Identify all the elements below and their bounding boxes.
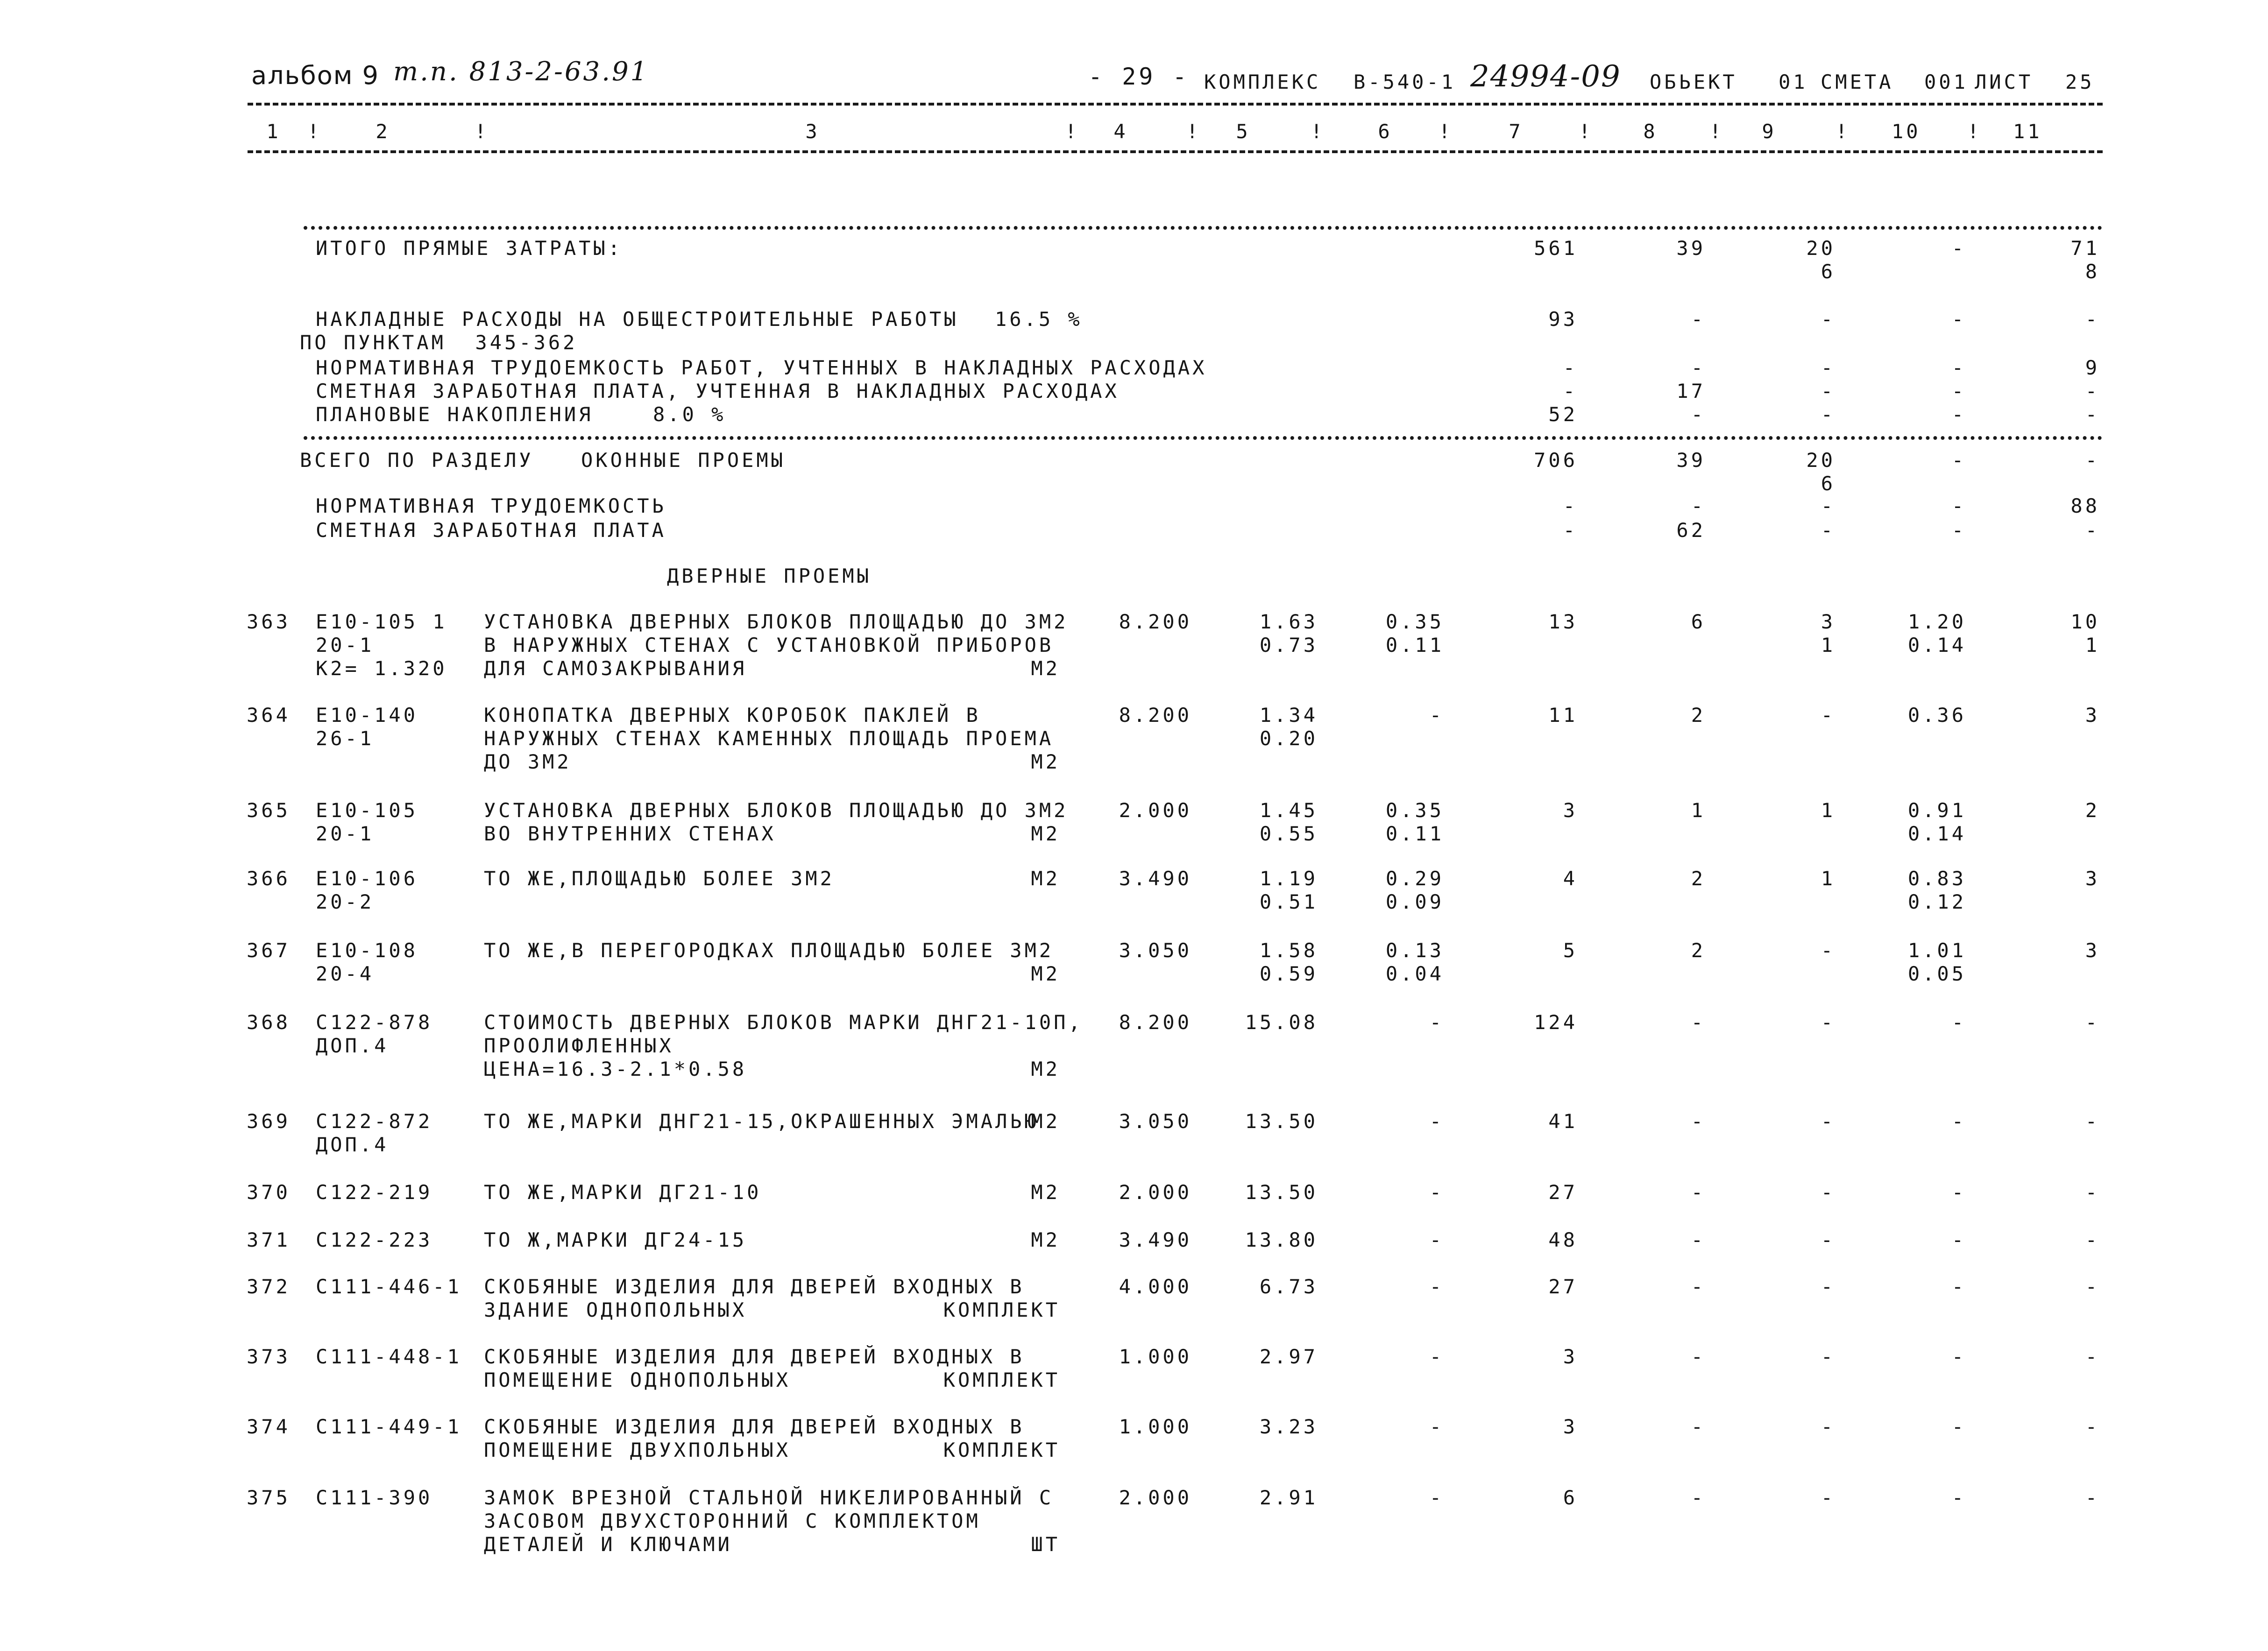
total-direct-label: ИТОГО ПРЯМЫЕ ЗАТРАТЫ: xyxy=(316,237,623,260)
column-separator: ! xyxy=(475,120,489,143)
machine-cost: - xyxy=(1429,1415,1444,1438)
wage-cost: - xyxy=(1691,1486,1706,1509)
column-number: 10 xyxy=(1892,120,1921,143)
quantity: 1.000 xyxy=(1119,1415,1192,1438)
quantity: 2.000 xyxy=(1119,799,1192,822)
wage-cost: - xyxy=(1691,1275,1706,1298)
unit-of-measure: М2 xyxy=(1031,1058,1060,1080)
object-label: ОБЬЕКТ xyxy=(1650,71,1737,93)
summary-cell-c10: - xyxy=(1951,380,1966,402)
total-cost: 5 xyxy=(1563,939,1578,962)
labor-unit: - xyxy=(1951,1110,1966,1133)
work-description: УСТАНОВКА ДВЕРНЫХ БЛОКОВ ПЛОЩАДЬЮ ДО 3М2 xyxy=(484,799,1069,822)
quantity: 3.490 xyxy=(1119,1228,1192,1251)
machine-total: - xyxy=(1821,704,1836,727)
page-number: - 29 - xyxy=(1088,63,1190,90)
summary-cell-c9: - xyxy=(1821,380,1836,402)
complex-code: В-540-1 xyxy=(1354,71,1456,93)
summary-cell-c10: - xyxy=(1951,494,1966,517)
work-description: ПОМЕЩЕНИЕ ОДНОПОЛЬНЫХ xyxy=(484,1369,791,1391)
total-cost: 48 xyxy=(1548,1228,1578,1251)
norm-code: 26-1 xyxy=(316,727,375,750)
quantity: 8.200 xyxy=(1119,1011,1192,1034)
summary-cell-c11: 88 xyxy=(2070,494,2100,517)
norm-code: К2= 1.320 xyxy=(316,657,447,680)
labor-unit: - xyxy=(1951,1011,1966,1034)
overhead-percent: 16.5 % xyxy=(995,308,1083,331)
row-number: 373 xyxy=(247,1345,291,1368)
summary-cell-c7: - xyxy=(1563,380,1578,402)
unit-of-measure: М2 xyxy=(1031,657,1060,680)
summary-cell-c10: - xyxy=(1951,519,1966,542)
wage-cost: - xyxy=(1691,1228,1706,1251)
unit-cost: 0.73 xyxy=(1259,634,1318,656)
norm-code: С122-872 xyxy=(316,1110,433,1133)
machine-cost: - xyxy=(1429,1228,1444,1251)
work-description: ПРООЛИФЛЕННЫХ xyxy=(484,1034,674,1057)
labor-unit: 1.01 xyxy=(1907,939,1966,962)
norm-code: Е10-105 1 xyxy=(316,610,447,633)
header-rule-bottom xyxy=(248,150,2103,153)
labor-total: - xyxy=(2085,1228,2100,1251)
unit-of-measure: М2 xyxy=(1031,822,1060,845)
quantity: 4.000 xyxy=(1119,1275,1192,1298)
summary-cell-c11: 71 xyxy=(2070,237,2100,260)
column-number: 11 xyxy=(2013,120,2042,143)
unit-cost: 2.97 xyxy=(1259,1345,1318,1368)
section-total-name: ОКОННЫЕ ПРОЕМЫ xyxy=(581,449,786,472)
work-description: ТО ЖЕ,ПЛОЩАДЬЮ БОЛЕЕ 3М2 xyxy=(484,867,835,890)
row-number: 372 xyxy=(247,1275,291,1298)
column-separator: ! xyxy=(1709,120,1724,143)
summary-cell-c11: - xyxy=(2085,380,2100,402)
quantity: 1.000 xyxy=(1119,1345,1192,1368)
labor-total: - xyxy=(2085,1110,2100,1133)
wage-cost: - xyxy=(1691,1181,1706,1204)
summary-cell-c7: 561 xyxy=(1534,237,1578,260)
column-separator: ! xyxy=(1579,120,1594,143)
wage-cost: 2 xyxy=(1691,704,1706,727)
machine-total: - xyxy=(1821,1345,1836,1368)
labor-unit: 0.91 xyxy=(1907,799,1966,822)
summary-cell-c7: - xyxy=(1563,356,1578,379)
total-cost: 3 xyxy=(1563,799,1578,822)
labor-unit: - xyxy=(1951,1181,1966,1204)
work-description: ТО ЖЕ,МАРКИ ДГ21-10 xyxy=(484,1181,762,1204)
labor-unit: - xyxy=(1951,1228,1966,1251)
total-cost: 6 xyxy=(1563,1486,1578,1509)
summary-cell-c10: - xyxy=(1951,449,1966,472)
labor-total: 10 xyxy=(2070,610,2100,633)
unit-cost: 1.34 xyxy=(1259,704,1318,727)
summary-cell-c7: - xyxy=(1563,494,1578,517)
norm-code: С111-390 xyxy=(316,1486,433,1509)
unit-cost: 13.80 xyxy=(1245,1228,1318,1251)
summary-cell-c7: 93 xyxy=(1548,308,1578,331)
labor-unit: 0.14 xyxy=(1907,822,1966,845)
summary-cell-c8: 39 xyxy=(1676,449,1706,472)
labor-unit: - xyxy=(1951,1486,1966,1509)
row-number: 366 xyxy=(247,867,291,890)
work-description: ТО ЖЕ,В ПЕРЕГОРОДКАХ ПЛОЩАДЬЮ БОЛЕЕ 3М2 xyxy=(484,939,1054,962)
smeta-label: СМЕТА xyxy=(1821,71,1894,93)
summary-cell-c11: 9 xyxy=(2085,356,2100,379)
unit-cost: 0.55 xyxy=(1259,822,1318,845)
work-description: ТО Ж,МАРКИ ДГ24-15 xyxy=(484,1228,747,1251)
work-description: ВО ВНУТРЕННИХ СТЕНАХ xyxy=(484,822,776,845)
norm-code: Е10-108 xyxy=(316,939,418,962)
labor-unit: - xyxy=(1951,1415,1966,1438)
summary-cell-c9: - xyxy=(1821,356,1836,379)
labor-total: - xyxy=(2085,1275,2100,1298)
tp-handwritten-number: т.п. 813-2-63.91 xyxy=(393,56,649,87)
machine-cost: 0.35 xyxy=(1385,610,1444,633)
total-cost: 4 xyxy=(1563,867,1578,890)
summary-cell-c8: 39 xyxy=(1676,237,1706,260)
machine-cost: 0.11 xyxy=(1385,634,1444,656)
norm-code: ДОП.4 xyxy=(316,1133,389,1156)
summary-cell-c8: - xyxy=(1691,356,1706,379)
work-description: КОНОПАТКА ДВЕРНЫХ КОРОБОК ПАКЛЕЙ В xyxy=(484,704,981,727)
wage-cost: 2 xyxy=(1691,867,1706,890)
column-number: 1 xyxy=(266,120,281,143)
summary-cell-c8: - xyxy=(1691,494,1706,517)
norm-code: 20-1 xyxy=(316,634,375,656)
norm-code: ДОП.4 xyxy=(316,1034,389,1057)
work-description: ПОМЕЩЕНИЕ ДВУХПОЛЬНЫХ xyxy=(484,1439,791,1461)
quantity: 2.000 xyxy=(1119,1486,1192,1509)
machine-total: 3 xyxy=(1821,610,1836,633)
planned-label: ПЛАНОВЫЕ НАКОПЛЕНИЯ xyxy=(316,403,594,426)
work-description: ДО 3М2 xyxy=(484,750,572,773)
labor-unit: 0.12 xyxy=(1907,890,1966,913)
unit-cost: 1.19 xyxy=(1259,867,1318,890)
unit-of-measure: М2 xyxy=(1031,1228,1060,1251)
norm-code: С122-223 xyxy=(316,1228,433,1251)
row-number: 367 xyxy=(247,939,291,962)
norm-code: Е10-105 xyxy=(316,799,418,822)
machine-total: - xyxy=(1821,1486,1836,1509)
column-separator: ! xyxy=(1439,120,1453,143)
machine-total: - xyxy=(1821,1415,1836,1438)
labor-total: 2 xyxy=(2085,799,2100,822)
summary-cell-c10: - xyxy=(1951,308,1966,331)
wage-cost: 1 xyxy=(1691,799,1706,822)
labor-unit: - xyxy=(1951,1345,1966,1368)
norm-code: Е10-106 xyxy=(316,867,418,890)
machine-total: 1 xyxy=(1821,867,1836,890)
overhead-label: НАКЛАДНЫЕ РАСХОДЫ НА ОБЩЕСТРОИТЕЛЬНЫЕ РАБОТЫ xyxy=(316,308,959,331)
summary-cell-c8: - xyxy=(1691,403,1706,426)
total-cost: 11 xyxy=(1548,704,1578,727)
header-rule-top xyxy=(248,103,2103,106)
machine-cost: 0.11 xyxy=(1385,822,1444,845)
labor-unit: 0.83 xyxy=(1907,867,1966,890)
labor-total: - xyxy=(2085,1415,2100,1438)
machine-cost: 0.04 xyxy=(1385,962,1444,985)
column-number: 2 xyxy=(376,120,390,143)
summary-cell-c11-second: 8 xyxy=(2085,260,2100,283)
row-number: 368 xyxy=(247,1011,291,1034)
row-number: 371 xyxy=(247,1228,291,1251)
work-description: ДЛЯ САМОЗАКРЫВАНИЯ xyxy=(484,657,747,680)
machine-cost: 0.29 xyxy=(1385,867,1444,890)
work-description: ТО ЖЕ,МАРКИ ДНГ21-15,ОКРАШЕННЫХ ЭМАЛЬЮ xyxy=(484,1110,1039,1133)
work-description: ЗДАНИЕ ОДНОПОЛЬНЫХ xyxy=(484,1298,747,1321)
labor-unit: 1.20 xyxy=(1907,610,1966,633)
work-description: ЗАСОВОМ ДВУХСТОРОННИЙ С КОМПЛЕКТОМ xyxy=(484,1510,981,1532)
norm-code: С111-446-1 xyxy=(316,1275,462,1298)
machine-cost: - xyxy=(1429,704,1444,727)
unit-cost: 0.20 xyxy=(1259,727,1318,750)
row-number: 375 xyxy=(247,1486,291,1509)
machine-total: 1 xyxy=(1821,634,1836,656)
planned-percent: 8.0 % xyxy=(653,403,726,426)
unit-of-measure: КОМПЛЕКТ xyxy=(943,1439,1060,1461)
unit-cost: 0.51 xyxy=(1259,890,1318,913)
total-cost: 3 xyxy=(1563,1345,1578,1368)
wage-cost: 2 xyxy=(1691,939,1706,962)
unit-of-measure: КОМПЛЕКТ xyxy=(943,1298,1060,1321)
row-number: 363 xyxy=(247,610,291,633)
labor-total: - xyxy=(2085,1345,2100,1368)
summary-cell-c10: - xyxy=(1951,403,1966,426)
unit-cost: 13.50 xyxy=(1245,1110,1318,1133)
machine-total: 1 xyxy=(1821,799,1836,822)
unit-cost: 15.08 xyxy=(1245,1011,1318,1034)
column-number: 8 xyxy=(1643,120,1658,143)
sheet-label: ЛИСТ xyxy=(1975,71,2034,93)
wage-cost: - xyxy=(1691,1345,1706,1368)
unit-cost: 13.50 xyxy=(1245,1181,1318,1204)
column-number: 4 xyxy=(1113,120,1128,143)
machine-cost: - xyxy=(1429,1345,1444,1368)
wage-cost: - xyxy=(1691,1011,1706,1034)
work-description: СКОБЯНЫЕ ИЗДЕЛИЯ ДЛЯ ДВЕРЕЙ ВХОДНЫХ В xyxy=(484,1415,1025,1438)
summary-cell-c11: - xyxy=(2085,308,2100,331)
work-description: СКОБЯНЫЕ ИЗДЕЛИЯ ДЛЯ ДВЕРЕЙ ВХОДНЫХ В xyxy=(484,1345,1025,1368)
row-number: 369 xyxy=(247,1110,291,1133)
labor-norm-label: НОРМАТИВНАЯ ТРУДОЕМКОСТЬ РАБОТ, УЧТЕННЫХ В НАКЛАДНЫХ РАСХОДАХ xyxy=(316,356,1207,379)
machine-cost: 0.35 xyxy=(1385,799,1444,822)
norm-code: Е10-140 xyxy=(316,704,418,727)
labor-unit: 0.14 xyxy=(1907,634,1966,656)
unit-of-measure: М2 xyxy=(1031,962,1060,985)
norm-code: 20-2 xyxy=(316,890,375,913)
unit-of-measure: ШТ xyxy=(1031,1533,1060,1556)
column-separator: ! xyxy=(1836,120,1850,143)
summary-cell-c9: 20 xyxy=(1806,237,1836,260)
norm-code: С122-219 xyxy=(316,1181,433,1204)
labor-total: - xyxy=(2085,1486,2100,1509)
object-number: 01 xyxy=(1779,71,1808,93)
column-number: 7 xyxy=(1509,120,1524,143)
summary-cell-c8: - xyxy=(1691,308,1706,331)
unit-of-measure: М2 xyxy=(1031,1110,1060,1133)
machine-cost: - xyxy=(1429,1275,1444,1298)
overhead-items: ПО ПУНКТАМ 345-362 xyxy=(300,331,578,354)
column-number: 5 xyxy=(1236,120,1251,143)
wage-cost: - xyxy=(1691,1415,1706,1438)
quantity: 3.050 xyxy=(1119,939,1192,962)
column-number: 3 xyxy=(805,120,820,143)
work-description: СКОБЯНЫЕ ИЗДЕЛИЯ ДЛЯ ДВЕРЕЙ ВХОДНЫХ В xyxy=(484,1275,1025,1298)
summary-cell-c11: - xyxy=(2085,519,2100,542)
quantity: 8.200 xyxy=(1119,704,1192,727)
work-description: УСТАНОВКА ДВЕРНЫХ БЛОКОВ ПЛОЩАДЬЮ ДО 3М2 xyxy=(484,610,1069,633)
labor-total: 1 xyxy=(2085,634,2100,656)
summary-cell-c10: - xyxy=(1951,356,1966,379)
wage-cost: - xyxy=(1691,1110,1706,1133)
labor-unit: - xyxy=(1951,1275,1966,1298)
sheet-number: 25 xyxy=(2065,71,2095,93)
total-cost: 124 xyxy=(1534,1011,1578,1034)
summary-cell-c9: - xyxy=(1821,308,1836,331)
summary-cell-c8: 62 xyxy=(1676,519,1706,542)
labor-total: 3 xyxy=(2085,867,2100,890)
row-number: 370 xyxy=(247,1181,291,1204)
quantity: 3.490 xyxy=(1119,867,1192,890)
summary-cell-c10: - xyxy=(1951,237,1966,260)
total-cost: 3 xyxy=(1563,1415,1578,1438)
summary-cell-c8: 17 xyxy=(1676,380,1706,402)
column-number: 9 xyxy=(1762,120,1777,143)
total-cost: 41 xyxy=(1548,1110,1578,1133)
wage-label: СМЕТНАЯ ЗАРАБОТНАЯ ПЛАТА, УЧТЕННАЯ В НАКЛАДНЫХ РАСХОДАХ xyxy=(316,380,1120,402)
machine-cost: - xyxy=(1429,1486,1444,1509)
summary-cell-c7: 706 xyxy=(1534,449,1578,472)
machine-total: - xyxy=(1821,1110,1836,1133)
labor-total: - xyxy=(2085,1181,2100,1204)
quantity: 2.000 xyxy=(1119,1181,1192,1204)
summary-cell-c9-second: 6 xyxy=(1821,260,1836,283)
unit-of-measure: М2 xyxy=(1031,867,1060,890)
section-total-label: ВСЕГО ПО РАЗДЕЛУ xyxy=(300,449,534,472)
column-separator: ! xyxy=(1065,120,1080,143)
complex-handwritten: 24994-09 xyxy=(1470,59,1621,94)
machine-cost: - xyxy=(1429,1181,1444,1204)
unit-cost: 1.63 xyxy=(1259,610,1318,633)
row-number: 364 xyxy=(247,704,291,727)
norm-code: С111-449-1 xyxy=(316,1415,462,1438)
machine-total: - xyxy=(1821,939,1836,962)
dotted-rule xyxy=(304,226,2103,230)
machine-cost: 0.13 xyxy=(1385,939,1444,962)
unit-of-measure: М2 xyxy=(1031,750,1060,773)
summary-cell-c9-second: 6 xyxy=(1821,472,1836,495)
column-separator: ! xyxy=(1967,120,1982,143)
work-description: В НАРУЖНЫХ СТЕНАХ С УСТАНОВКОЙ ПРИБОРОВ xyxy=(484,634,1054,656)
wage-total-label: СМЕТНАЯ ЗАРАБОТНАЯ ПЛАТА xyxy=(316,519,666,542)
labor-total: 3 xyxy=(2085,939,2100,962)
machine-total: - xyxy=(1821,1181,1836,1204)
unit-of-measure: М2 xyxy=(1031,1181,1060,1204)
smeta-number: 001 xyxy=(1924,71,1968,93)
labor-unit: 0.05 xyxy=(1907,962,1966,985)
summary-cell-c11: - xyxy=(2085,449,2100,472)
work-description: ЗАМОК ВРЕЗНОЙ СТАЛЬНОЙ НИКЕЛИРОВАННЫЙ С xyxy=(484,1486,1054,1509)
summary-cell-c9: 20 xyxy=(1806,449,1836,472)
work-description: СТОИМОСТЬ ДВЕРНЫХ БЛОКОВ МАРКИ ДНГ21-10П, xyxy=(484,1011,1083,1034)
norm-code: С111-448-1 xyxy=(316,1345,462,1368)
summary-cell-c7: - xyxy=(1563,519,1578,542)
quantity: 3.050 xyxy=(1119,1110,1192,1133)
section-title: ДВЕРНЫЕ ПРОЕМЫ xyxy=(667,564,872,587)
unit-cost: 1.58 xyxy=(1259,939,1318,962)
machine-cost: - xyxy=(1429,1011,1444,1034)
unit-cost: 6.73 xyxy=(1259,1275,1318,1298)
machine-total: - xyxy=(1821,1228,1836,1251)
work-description: ДЕТАЛЕЙ И КЛЮЧАМИ xyxy=(484,1533,732,1556)
labor-total: - xyxy=(2085,1011,2100,1034)
machine-total: - xyxy=(1821,1011,1836,1034)
total-cost: 13 xyxy=(1548,610,1578,633)
column-number: 6 xyxy=(1378,120,1393,143)
machine-cost: 0.09 xyxy=(1385,890,1444,913)
quantity: 8.200 xyxy=(1119,610,1192,633)
unit-cost: 0.59 xyxy=(1259,962,1318,985)
work-description: НАРУЖНЫХ СТЕНАХ КАМЕННЫХ ПЛОЩАДЬ ПРОЕМА xyxy=(484,727,1054,750)
unit-cost: 1.45 xyxy=(1259,799,1318,822)
column-separator: ! xyxy=(1311,120,1325,143)
unit-cost: 2.91 xyxy=(1259,1486,1318,1509)
album-label: альбом 9 xyxy=(251,61,380,90)
summary-cell-c9: - xyxy=(1821,403,1836,426)
total-cost: 27 xyxy=(1548,1275,1578,1298)
wage-cost: 6 xyxy=(1691,610,1706,633)
machine-cost: - xyxy=(1429,1110,1444,1133)
norm-code: С122-878 xyxy=(316,1011,433,1034)
work-description: ЦЕНА=16.3-2.1*0.58 xyxy=(484,1058,747,1080)
norm-code: 20-1 xyxy=(316,822,375,845)
summary-cell-c9: - xyxy=(1821,519,1836,542)
labor-total-label: НОРМАТИВНАЯ ТРУДОЕМКОСТЬ xyxy=(316,494,666,517)
column-separator: ! xyxy=(1186,120,1201,143)
column-separator: ! xyxy=(307,120,322,143)
labor-total: 3 xyxy=(2085,704,2100,727)
summary-cell-c7: 52 xyxy=(1548,403,1578,426)
summary-cell-c11: - xyxy=(2085,403,2100,426)
row-number: 365 xyxy=(247,799,291,822)
machine-total: - xyxy=(1821,1275,1836,1298)
unit-of-measure: КОМПЛЕКТ xyxy=(943,1369,1060,1391)
norm-code: 20-4 xyxy=(316,962,375,985)
unit-cost: 3.23 xyxy=(1259,1415,1318,1438)
dotted-rule xyxy=(304,436,2103,440)
labor-unit: 0.36 xyxy=(1907,704,1966,727)
row-number: 374 xyxy=(247,1415,291,1438)
summary-cell-c9: - xyxy=(1821,494,1836,517)
complex-label: КОМПЛЕКС xyxy=(1204,71,1321,93)
total-cost: 27 xyxy=(1548,1181,1578,1204)
